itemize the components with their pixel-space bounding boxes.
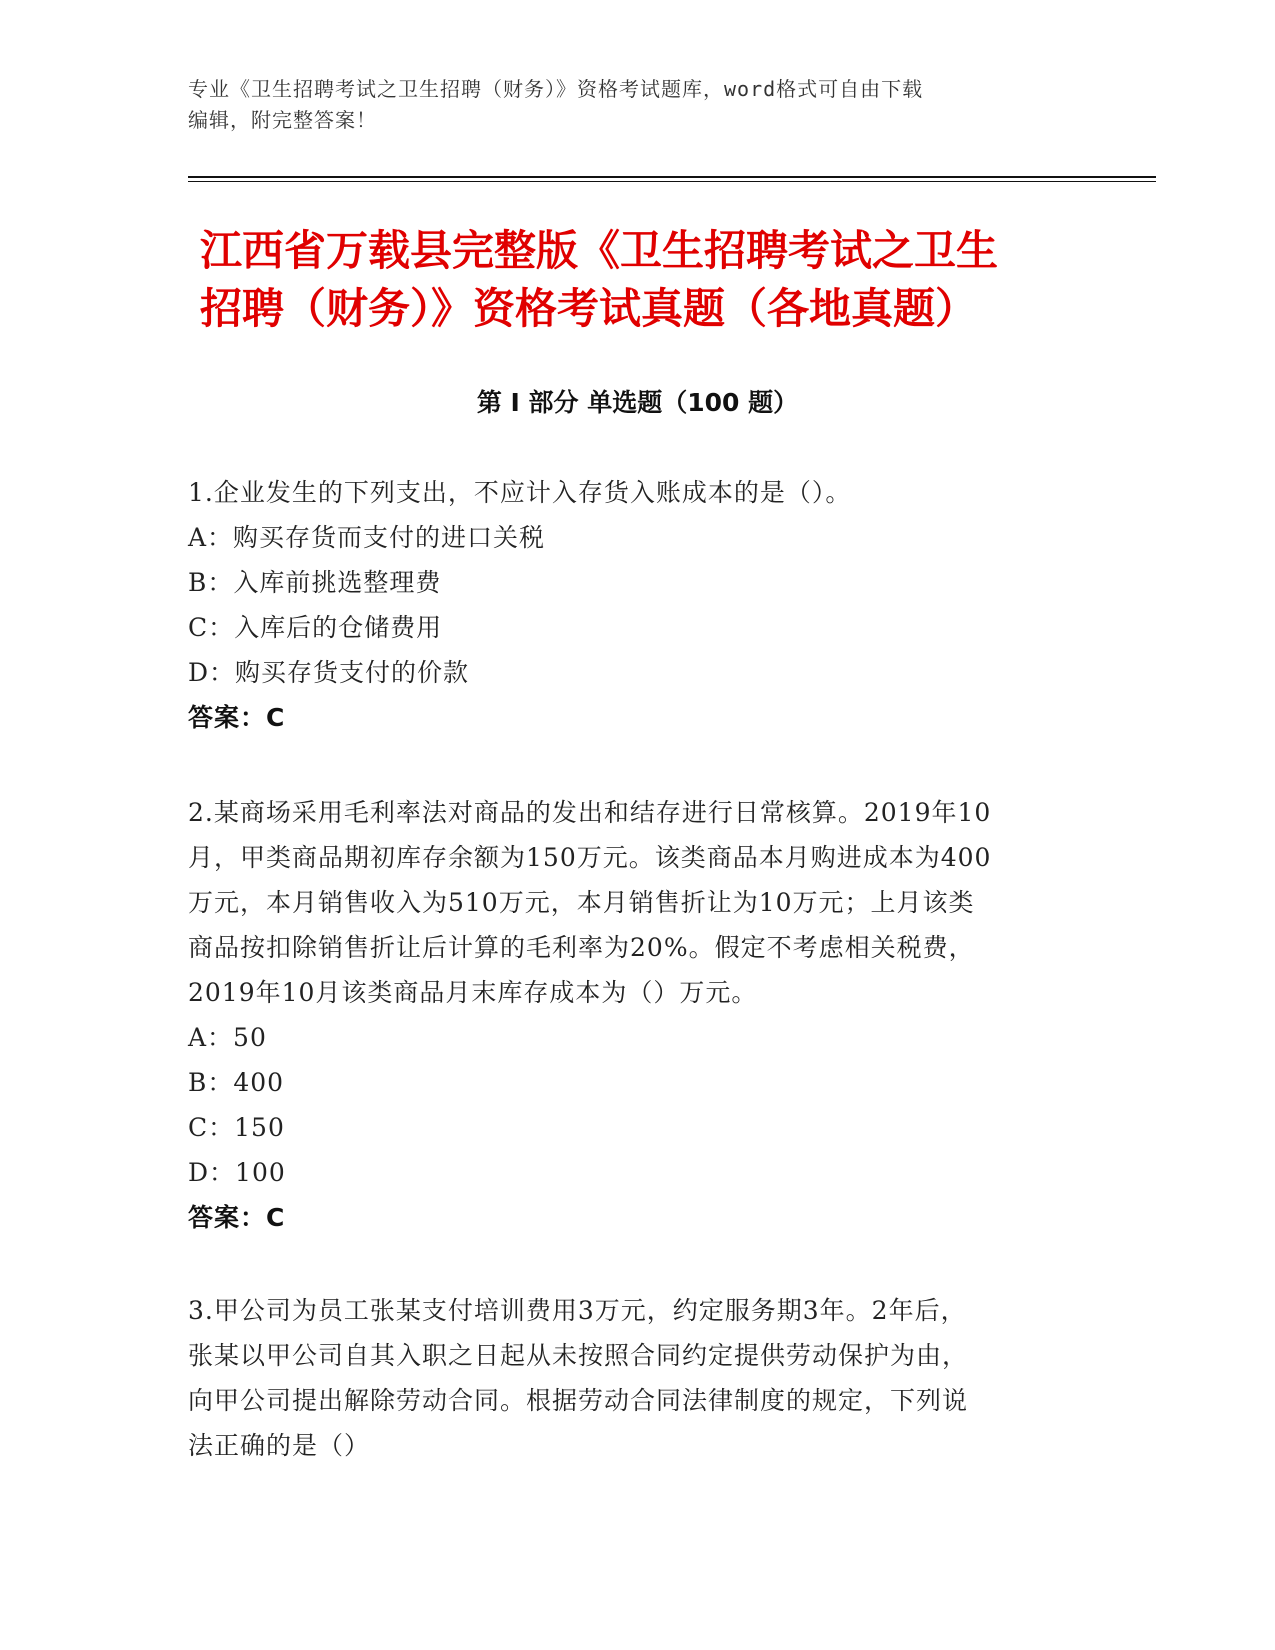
answer: 答案：C: [188, 703, 286, 732]
question-stem-line: 万元，本月销售收入为510万元，本月销售折让为10万元；上月该类: [188, 888, 975, 917]
question-stem-line: 张某以甲公司自其入职之日起从未按照合同约定提供劳动保护为由，: [188, 1341, 969, 1370]
question-stem-line: 月，甲类商品期初库存余额为150万元。该类商品本月购进成本为400: [188, 843, 992, 872]
option-c: C：入库后的仓储费用: [188, 613, 443, 642]
header-note-line2: 编辑，附完整答案！: [188, 108, 377, 132]
header-divider-thick: [188, 176, 1156, 178]
question-3: [188, 1288, 1088, 1468]
option-a: A：50: [188, 1023, 267, 1052]
option-d: D：100: [188, 1158, 286, 1187]
question-stem-line: 3.甲公司为员工张某支付培训费用3万元，约定服务期3年。2年后，: [188, 1296, 967, 1325]
question-stem: 1.企业发生的下列支出，不应计入存货入账成本的是（）。: [188, 478, 852, 507]
document-title-line2: 招聘（财务）》资格考试真题（各地真题）: [200, 284, 978, 333]
option-b: B：400: [188, 1068, 285, 1097]
question-2: [188, 790, 1088, 1240]
document-title-line1: 江西省万载县完整版《卫生招聘考试之卫生: [200, 226, 999, 275]
question-stem-line: 商品按扣除销售折让后计算的毛利率为20%。假定不考虑相关税费，: [188, 933, 975, 962]
option-c: C：150: [188, 1113, 285, 1142]
option-a: A：购买存货而支付的进口关税: [188, 523, 546, 552]
question-1: [188, 470, 1088, 740]
document-title: [200, 222, 1100, 338]
question-stem-line: 2019年10月该类商品月末库存成本为（）万元。: [188, 978, 758, 1007]
answer: 答案：C: [188, 1203, 286, 1232]
header-note: [188, 74, 1088, 136]
section-heading: 第 I 部分 单选题（100 题）: [476, 388, 799, 417]
header-divider-thin: [188, 181, 1156, 182]
option-d: D：购买存货支付的价款: [188, 658, 470, 687]
question-stem-line: 向甲公司提出解除劳动合同。根据劳动合同法律制度的规定，下列说: [188, 1386, 969, 1415]
question-stem-line: 法正确的是（）: [188, 1431, 371, 1460]
question-stem-line: 2.某商场采用毛利率法对商品的发出和结存进行日常核算。2019年10: [188, 798, 992, 827]
header-note-line1: 专业《卫生招聘考试之卫生招聘（财务）》资格考试题库，word格式可自由下载: [188, 77, 924, 101]
option-b: B：入库前挑选整理费: [188, 568, 442, 597]
